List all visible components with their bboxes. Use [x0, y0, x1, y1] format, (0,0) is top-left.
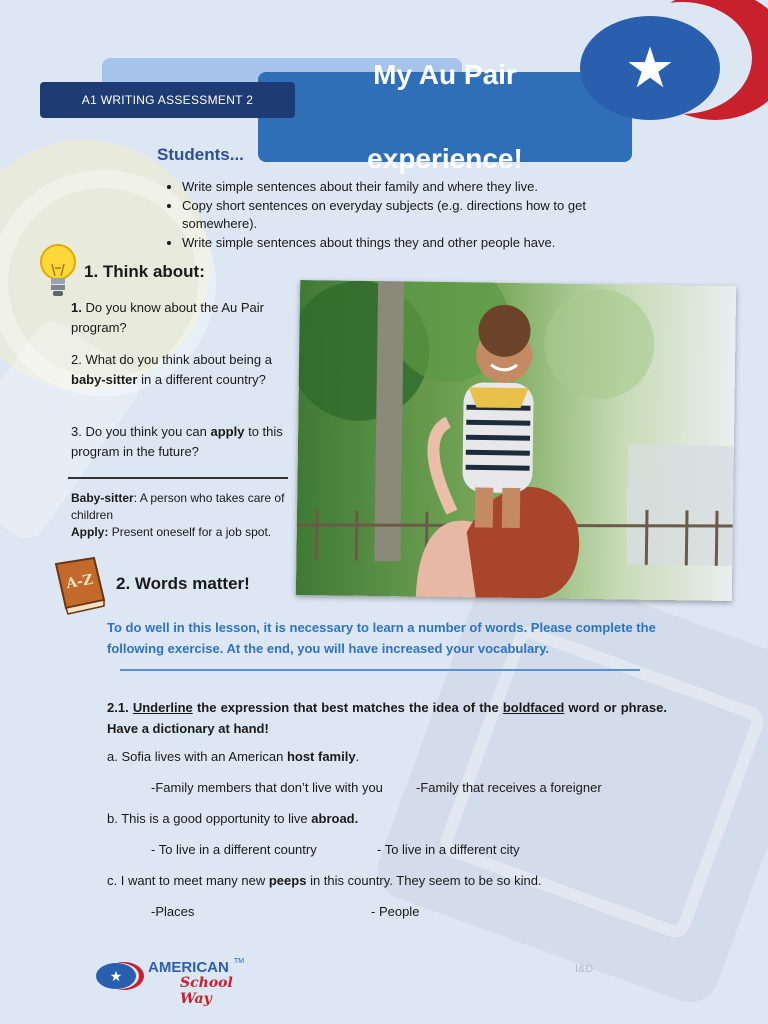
objective-item: • Write simple sentences about their family and where they live.	[182, 178, 652, 196]
footer-logo	[94, 955, 254, 1007]
students-heading: Students...	[157, 145, 244, 164]
item-b-option-2[interactable]: - To live in a different city	[377, 842, 520, 857]
item-text: c. I want to meet many new	[107, 873, 266, 888]
question-1-text: Do you know about the Au Pair program?	[71, 300, 264, 335]
glossary-definition: Present oneself for a job spot.	[111, 525, 272, 539]
section2-intro: To do well in this lesson, it is necessary to learn a number of words. Please complete the following exercise. At the end, you will have increased your vocabulary.	[107, 620, 656, 656]
item-c-option-1[interactable]: -Places	[151, 904, 195, 919]
glossary-term: Baby-sitter	[71, 491, 134, 505]
star-icon: ★	[624, 36, 676, 99]
logo-star-badge	[580, 16, 720, 120]
question-2-number: 2.	[71, 352, 82, 367]
title-line-1: My Au Pair	[373, 59, 517, 90]
instruction-boldfaced-word: boldfaced	[502, 700, 565, 715]
item-text: a. Sofia lives with an American	[107, 749, 284, 764]
section2-heading: 2. Words matter!	[116, 574, 250, 593]
glossary-apply	[71, 524, 286, 541]
lightbulb-icon	[38, 242, 78, 300]
question-3	[71, 422, 286, 462]
footer-logo-mark	[94, 959, 146, 993]
exercise-item-b	[107, 810, 358, 828]
objective-item: • Copy short sentences on everyday subjects (e.g. directions how to get somewhere).	[182, 197, 652, 233]
photo-illustration	[296, 280, 736, 601]
assessment-tag: A1 WRITING ASSESSMENT 2	[40, 82, 295, 118]
objective-item: • Write simple sentences about things they and other people have.	[182, 234, 652, 252]
item-text: b. This is a good opportunity to live	[107, 811, 308, 826]
instruction-text-end: word or phrase. Have a dictionary at hand!	[107, 700, 667, 736]
section1-heading: 1. Think about:	[84, 262, 205, 281]
objectives-list	[160, 178, 652, 253]
exercise-instruction	[107, 697, 667, 739]
glossary-term: Apply:	[71, 525, 109, 539]
question-3-bold-word: apply	[210, 424, 245, 439]
exercise-item-a	[107, 748, 359, 766]
question-1	[71, 298, 286, 338]
footer-watermark: I&D	[575, 963, 594, 975]
question-3-number: 3.	[71, 424, 82, 439]
glossary-definition: : A person who takes care of children	[71, 491, 285, 522]
exercise-item-c	[107, 872, 542, 890]
item-bold-phrase: peeps	[268, 873, 307, 888]
section2-divider	[120, 669, 640, 671]
photo-mother-lifting-child	[296, 280, 736, 601]
svg-text:A-Z: A-Z	[65, 571, 95, 593]
item-b-option-1[interactable]: - To live in a different country	[151, 842, 317, 857]
page-title	[258, 59, 632, 174]
title-line-2: experience!	[367, 143, 523, 174]
footer-brand-bottom: School Way	[180, 975, 233, 1007]
item-c-option-2[interactable]: - People	[371, 904, 420, 919]
question-3-text-pre: Do you think you can	[85, 424, 207, 439]
item-bold-phrase: host family	[286, 749, 356, 764]
question-2-text-post: in a different country?	[141, 372, 266, 387]
instruction-number: 2.1.	[107, 700, 129, 715]
item-text-post: in this country. They seem to be so kind.	[310, 873, 542, 888]
instruction-underline-word: Underline	[132, 700, 193, 715]
question-2	[71, 350, 286, 390]
instruction-text: the expression that best matches the idea of the	[196, 700, 499, 715]
question-2-text-pre: What do you think about being a	[85, 352, 272, 367]
question-1-number: 1.	[71, 300, 82, 315]
item-a-option-1[interactable]: -Family members that don’t live with you	[151, 780, 383, 795]
item-bold-phrase: abroad.	[311, 811, 359, 826]
item-a-option-2[interactable]: -Family that receives a foreigner	[416, 780, 602, 795]
footer-brand-top: AMERICAN	[148, 959, 229, 976]
item-text-post: .	[355, 749, 360, 764]
dictionary-book-icon	[50, 554, 110, 616]
section1-divider	[68, 477, 288, 479]
svg-text:★: ★	[109, 969, 123, 985]
footer-brand-tm: TM	[234, 958, 245, 965]
question-3-text-post: to this program in the future?	[71, 424, 283, 459]
question-2-bold-word: baby-sitter	[71, 372, 138, 387]
glossary-baby-sitter	[71, 490, 286, 524]
